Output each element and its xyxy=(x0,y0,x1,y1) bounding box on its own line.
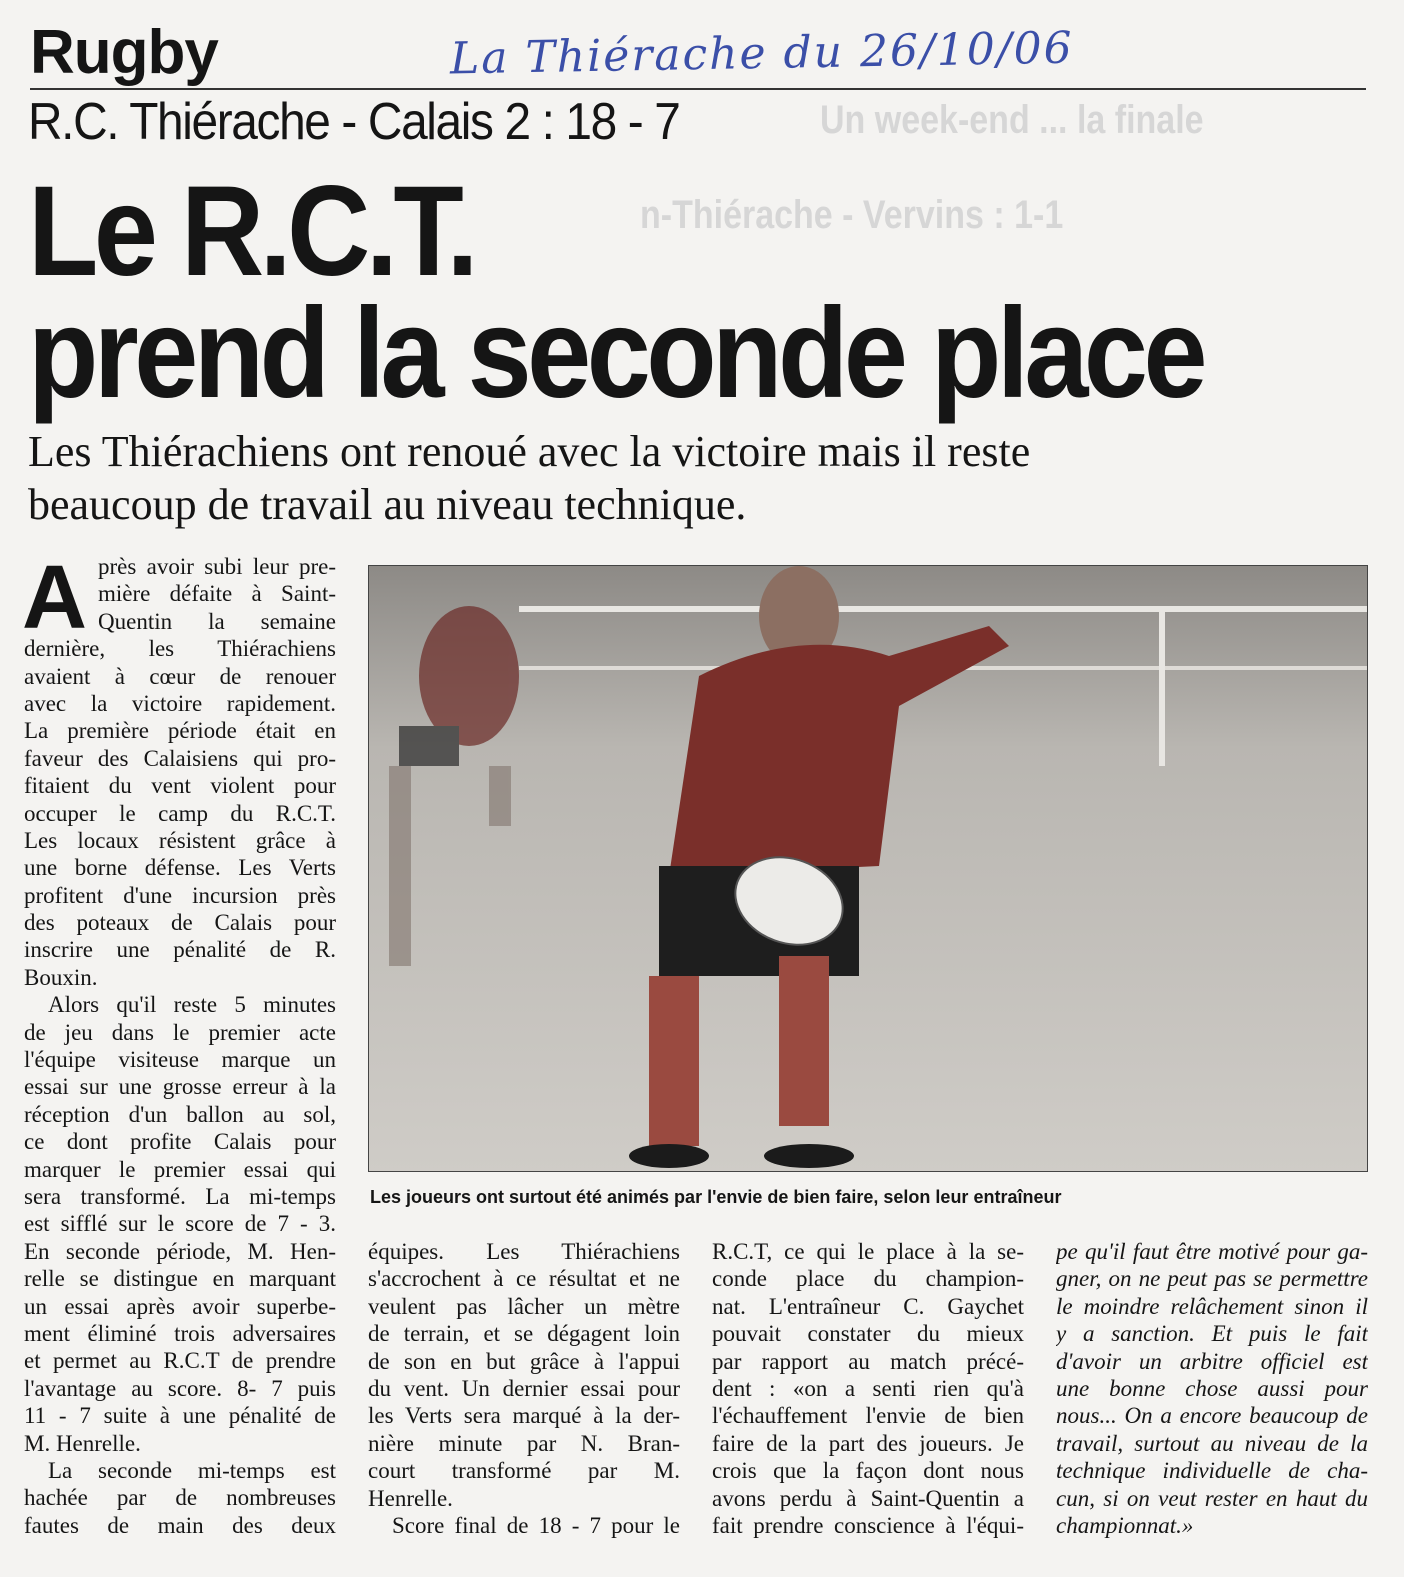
article-text-line: 11 - 7 suite à une pénalité de xyxy=(24,1403,336,1429)
article-text-line: sera transformé. La mi-temps xyxy=(24,1183,336,1209)
article-text-line: En seconde période, M. Hen- xyxy=(24,1238,336,1264)
article-text-line: travail, surtout au niveau de la xyxy=(1056,1430,1368,1456)
deck-line-2: beaucoup de travail au niveau technique. xyxy=(28,480,747,529)
article-text-line: inscrire une pénalité de R. xyxy=(24,937,336,963)
deck-line-1: Les Thiérachiens ont renoué avec la victoire mais il reste xyxy=(28,427,1031,476)
article-text-line: y a sanction. Et puis le fait xyxy=(1056,1321,1368,1347)
article-text-line: Henrelle. xyxy=(368,1485,453,1511)
bleed-through-text: n-Thiérache - Vervins : 1-1 xyxy=(640,193,1064,237)
article-text-line: Quentin la semaine xyxy=(98,608,336,634)
article-text-line: avaient à cœur de renouer xyxy=(24,663,336,689)
article-text-line: avons perdu à Saint-Quentin a xyxy=(712,1485,1024,1511)
article-text-line: Score final de 18 - 7 pour le xyxy=(392,1512,680,1538)
article-text-line: avec la victoire rapidement. xyxy=(24,690,336,716)
article-text-line: Bouxin. xyxy=(24,964,98,990)
article-text-line: équipes. Les Thiérachiens xyxy=(368,1239,680,1264)
article-column-3 xyxy=(712,1238,1024,1539)
header-rule xyxy=(30,88,1366,90)
article-text-line: dent : «on a senti rien qu'à xyxy=(712,1375,1024,1401)
article-text-line: cun, si on veut rester en haut du xyxy=(1056,1485,1368,1511)
article-text-line: dernière, les Thiérachiens xyxy=(24,636,336,662)
rugby-player-photo xyxy=(368,565,1368,1172)
article-text-line: faveur des Calaisiens qui pro- xyxy=(24,745,336,771)
article-text-line: nière minute par N. Bran- xyxy=(368,1430,680,1456)
article-text-line: occuper le camp du R.C.T. xyxy=(24,800,336,826)
article-text-line: profitent d'une incursion près xyxy=(24,882,336,908)
article-text-line: un essai après avoir superbe- xyxy=(24,1293,336,1319)
article-text-line: des poteaux de Calais pour xyxy=(24,910,336,936)
headline-line-1: Le R.C.T. xyxy=(28,160,474,303)
article-text-line: M. Henrelle. xyxy=(24,1430,141,1456)
article-text-line: crois que la façon dont nous xyxy=(712,1458,1024,1484)
article-text-line: veulent pas lâcher un mètre xyxy=(368,1293,680,1319)
article-text-line: marquer le premier essai qui xyxy=(24,1156,336,1182)
article-text-line: réception d'un ballon au sol, xyxy=(24,1101,336,1127)
article-text-line: essai sur une grosse erreur à la xyxy=(24,1074,336,1100)
headline-line-2: prend la seconde place xyxy=(28,282,1204,425)
article-text-line: près avoir subi leur pre- xyxy=(98,554,336,579)
article-text-line: l'échauffement l'envie de bien xyxy=(712,1403,1024,1429)
article-text-line: une borne défense. Les Verts xyxy=(24,855,336,881)
article-text-line: mière défaite à Saint- xyxy=(98,581,336,607)
article-text-line: du vent. Un dernier essai pour xyxy=(368,1375,680,1401)
article-column-1 xyxy=(22,548,336,1539)
article-text-line: Alors qu'il reste 5 minutes xyxy=(48,992,336,1018)
photo-caption: Les joueurs ont surtout été animés par l'envie de bien faire, selon leur entraîneur xyxy=(370,1187,1062,1207)
article-text-line: de son en but grâce à l'appui xyxy=(368,1348,680,1374)
handwritten-date-note: La Thiérache du 26/10/06 xyxy=(449,22,1074,85)
bleed-through-text: Un week-end ... la finale xyxy=(820,98,1204,142)
article-text-line: pe qu'il faut être motivé pour ga- xyxy=(1056,1239,1368,1264)
article-text-line: pouvait constater du mieux xyxy=(712,1321,1024,1347)
article-text-line: La seconde mi-temps est xyxy=(48,1457,336,1483)
article-text-line: et permet au R.C.T de prendre xyxy=(24,1348,336,1374)
article-text-line: est sifflé sur le score de 7 - 3. xyxy=(24,1211,336,1237)
article-text-line: court transformé par M. xyxy=(368,1458,680,1484)
article-text-line: fait prendre conscience à l'équi- xyxy=(712,1512,1024,1538)
article-text-line: Les locaux résistent grâce à xyxy=(24,827,336,853)
article-text-line: s'accrochent à ce résultat et ne xyxy=(368,1266,680,1292)
section-title: Rugby xyxy=(30,18,218,87)
article-text-line: La première période était en xyxy=(24,718,336,744)
article-text-line: l'avantage au score. 8- 7 puis xyxy=(24,1375,336,1401)
article-text-line: nous... On a encore beaucoup de xyxy=(1056,1403,1368,1429)
article-text-line: relle se distingue en marquant xyxy=(24,1266,336,1292)
article-text-line: R.C.T, ce qui le place à la se- xyxy=(712,1239,1024,1264)
article-text-line: hachée par de nombreuses xyxy=(24,1485,336,1511)
article-text-line: les Verts sera marqué à la der- xyxy=(368,1403,680,1429)
match-score-heading: R.C. Thiérache - Calais 2 : 18 - 7 xyxy=(28,93,680,151)
article-text-line: ce dont profite Calais pour xyxy=(24,1129,336,1155)
article-text-line: technique individuelle de cha- xyxy=(1056,1458,1368,1484)
article-text-line: le moindre relâchement sinon il xyxy=(1056,1293,1368,1319)
article-text-line: faire de la part des joueurs. Je xyxy=(712,1430,1024,1456)
article-text-line: fautes de main des deux xyxy=(24,1512,336,1538)
article-text-line: une bonne chose aussi pour xyxy=(1056,1375,1368,1401)
article-text-line: nat. L'entraîneur C. Gaychet xyxy=(712,1293,1024,1319)
photo-illustration xyxy=(369,566,1368,1172)
article-text-line: conde place du champion- xyxy=(712,1266,1024,1292)
article-text-line: par rapport au match précé- xyxy=(712,1348,1024,1374)
article-text-line: ment éliminé trois adversaires xyxy=(24,1320,336,1346)
drop-cap: A xyxy=(22,548,87,648)
article-text-line: d'avoir un arbitre officiel est xyxy=(1056,1348,1368,1374)
article-text-line: l'équipe visiteuse marque un xyxy=(24,1047,336,1073)
article-text-line: de jeu dans le premier acte xyxy=(24,1019,336,1045)
article-text-line: gner, on ne peut pas se permettre xyxy=(1056,1266,1368,1292)
article-column-2 xyxy=(368,1238,680,1539)
article-text-line: championnat.» xyxy=(1056,1512,1194,1538)
article-text-line: de terrain, et se dégagent loin xyxy=(368,1321,680,1347)
article-column-4 xyxy=(1056,1238,1368,1539)
article-text-line: fitaient du vent violent pour xyxy=(24,773,336,799)
